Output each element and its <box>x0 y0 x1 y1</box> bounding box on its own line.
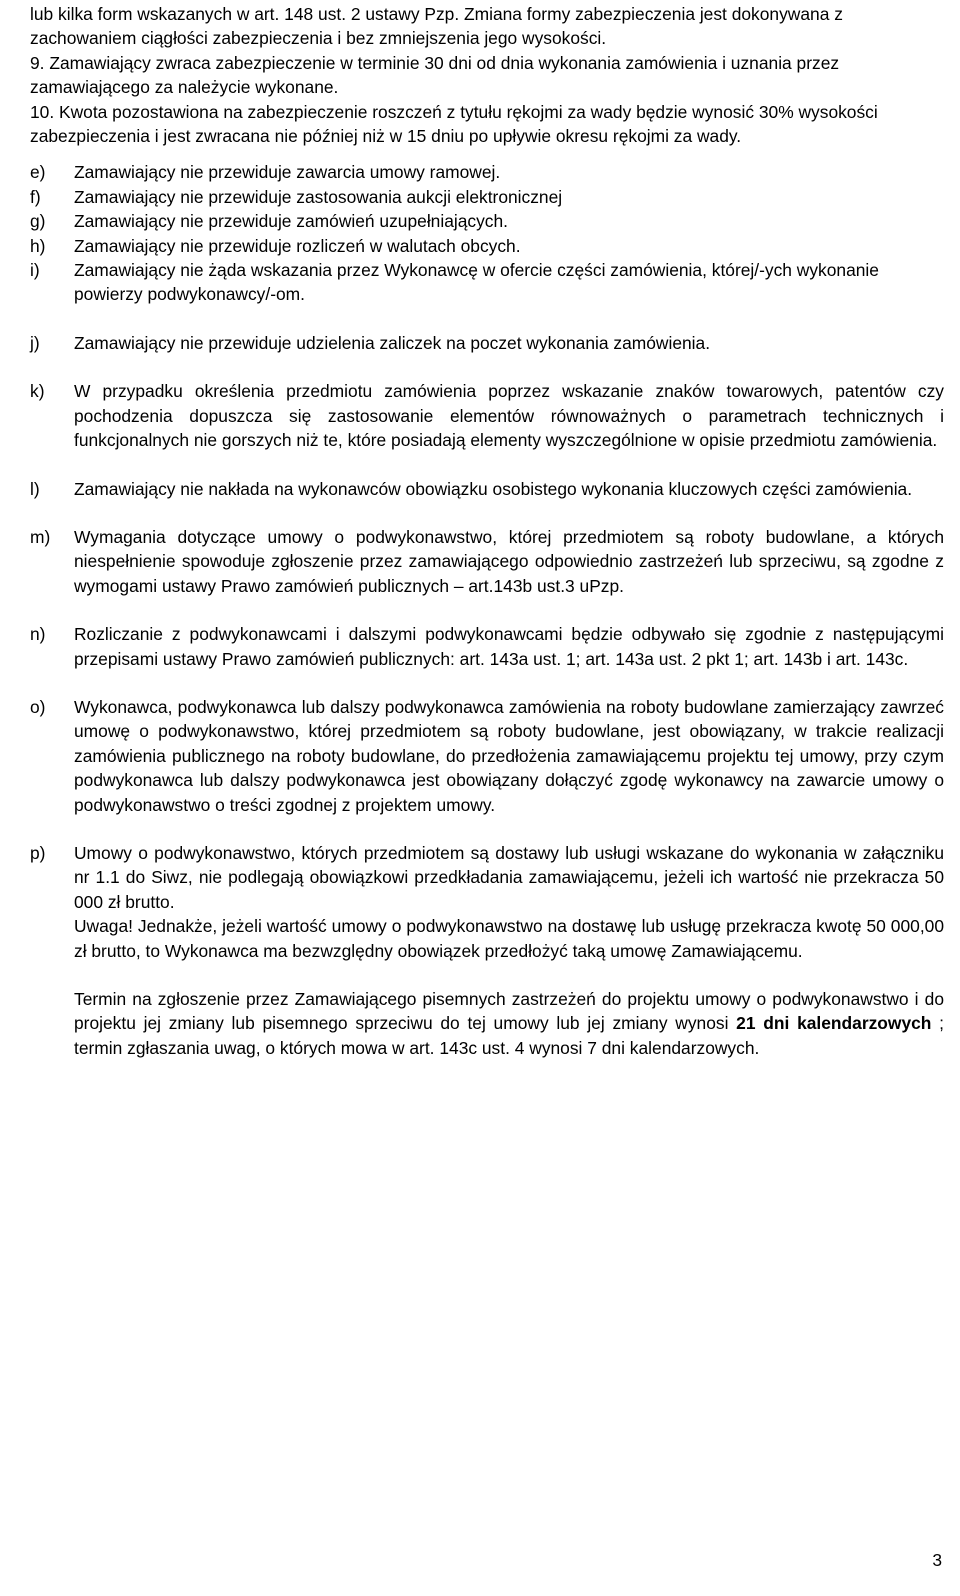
item-text: Zamawiający nie przewiduje rozliczeń w walutach obcych. <box>74 235 521 256</box>
provisions-list <box>30 160 944 914</box>
list-item <box>30 331 944 355</box>
list-item <box>30 234 944 258</box>
item-marker: e) <box>30 162 46 183</box>
item-text: Zamawiający nie przewiduje zastosowania aukcji elektronicznej <box>74 186 563 207</box>
list-item <box>30 258 944 307</box>
item-text: Zamawiający nie przewiduje udzielenia zaliczek na poczet wykonania zamówienia. <box>74 332 711 353</box>
paragraph-10: 10. Kwota pozostawiona na zabezpieczenie roszczeń z tytułu rękojmi za wady będzie wynosić 30% wysokości zabezpieczenia i jest zwracana nie później niż w 15 dniu po upływie okresu rękojmi za wady. <box>30 101 878 147</box>
termin-text-end: ; termin zgłaszania uwag, o których mowa w art. 143c ust. 4 wynosi 7 dni kalendarzowych. <box>74 1013 944 1058</box>
item-marker: k) <box>30 381 45 402</box>
item-marker: n) <box>30 624 46 645</box>
item-text: Wymagania dotyczące umowy o podwykonawstwo, której przedmiotem są roboty budowlane, a których niespełnienie spowoduje zgłoszenie przez zamawiającego odpowiednio zastrzeżeń lub sprzeciwu, są zgodne z wymogami ustawy Prawo zamówień publicznych – art.143b ust.3 uPzp. <box>74 526 944 596</box>
list-item <box>30 160 944 184</box>
page-number: 3 <box>932 1550 942 1570</box>
termin-bold-days: 21 dni kalendarzowych <box>736 1013 932 1034</box>
item-marker: j) <box>30 332 40 353</box>
item-marker: h) <box>30 235 46 256</box>
list-item <box>30 622 944 671</box>
list-item <box>30 525 944 598</box>
list-item <box>30 695 944 817</box>
paragraph-form-change: lub kilka form wskazanych w art. 148 ust. 2 ustawy Pzp. Zmiana formy zabezpieczenia jest dokonywana z zachowaniem ciągłości zabezpieczenia i bez zmniejszenia jego wysokości. <box>30 4 843 49</box>
item-marker: f) <box>30 186 41 207</box>
list-item <box>30 185 944 209</box>
item-text: Zamawiający nie nakłada na wykonawców obowiązku osobistego wykonania kluczowych części zamówienia. <box>74 478 913 499</box>
list-item <box>30 209 944 233</box>
item-text: Rozliczanie z podwykonawcami i dalszymi podwykonawcami będzie odbywało się zgodnie z następującymi przepisami ustawy Prawo zamówień publicznych: art. 143a ust. 1; art. 143a ust. 2 pkt 1; art. 143b i art. 143c. <box>74 624 944 669</box>
list-item <box>30 477 944 501</box>
document-page <box>30 2 944 1060</box>
item-marker: g) <box>30 211 46 232</box>
list-item <box>30 379 944 452</box>
item-marker: l) <box>30 478 40 499</box>
item-marker: m) <box>30 526 51 547</box>
paragraph-termin <box>30 987 944 1060</box>
paragraph-9: 9. Zamawiający zwraca zabezpieczenie w terminie 30 dni od dnia wykonania zamówienia i uznania przez zamawiającego za należycie wykonane. <box>30 52 840 98</box>
item-marker: i) <box>30 260 40 281</box>
termin-text-start: Termin na zgłoszenie przez Zamawiającego pisemnych zastrzeżeń do projektu umowy o podwykonawstwo i do projektu jej zmiany lub pisemnego sprzeciwu do tej umowy lub jej zmiany wynosi <box>74 989 944 1034</box>
item-text: Zamawiający nie żąda wskazania przez Wykonawcę w ofercie części zamówienia, której/-ych wykonanie powierzy podwykonawcy/-om. <box>74 260 879 305</box>
item-text: W przypadku określenia przedmiotu zamówienia poprzez wskazanie znaków towarowych, patentów czy pochodzenia dopuszcza się zastosowanie elementów równoważnych o parametrach technicznych i funkcjonalnych nie gorszych niż te, które posiadają elementy wyszczególnione w opisie przedmiotu zamówienia. <box>74 381 944 451</box>
paragraph-uwaga: Uwaga! Jednakże, jeżeli wartość umowy o podwykonawstwo na dostawę lub usługę przekracza kwotę 50 000,00 zł brutto, to Wykonawca ma bezwzględny obowiązek przedłożyć taką umowę Zamawiającemu. <box>74 916 944 961</box>
item-text: Zamawiający nie przewiduje zawarcia umowy ramowej. <box>74 162 501 183</box>
item-text: Zamawiający nie przewiduje zamówień uzupełniających. <box>74 211 509 232</box>
list-item <box>30 841 944 914</box>
item-text: Wykonawca, podwykonawca lub dalszy podwykonawca zamówienia na roboty budowlane zamierzający zawrzeć umowę o podwykonawstwo, której przedmiotem są roboty budowlane, jest obowiązany, w trakcie realizacji zamówienia publicznego na roboty budowlane, do przedłożenia zamawiającemu projektu tej umowy, przy czym podwykonawca lub dalszy podwykonawca jest obowiązany dołączyć zgodę wykonawcy na zawarcie umowy o podwykonawstwo o treści zgodnej z projektem umowy. <box>74 696 944 815</box>
intro-paragraphs <box>30 2 944 148</box>
item-text: Umowy o podwykonawstwo, których przedmiotem są dostawy lub usługi wskazane do wykonania w załączniku nr 1.1 do Siwz, nie podlegają obowiązkowi przedkładania zamawiającemu, jeżeli ich wartość nie przekracza 50 000 zł brutto. <box>74 842 944 912</box>
item-marker: p) <box>30 842 46 863</box>
item-marker: o) <box>30 696 46 717</box>
